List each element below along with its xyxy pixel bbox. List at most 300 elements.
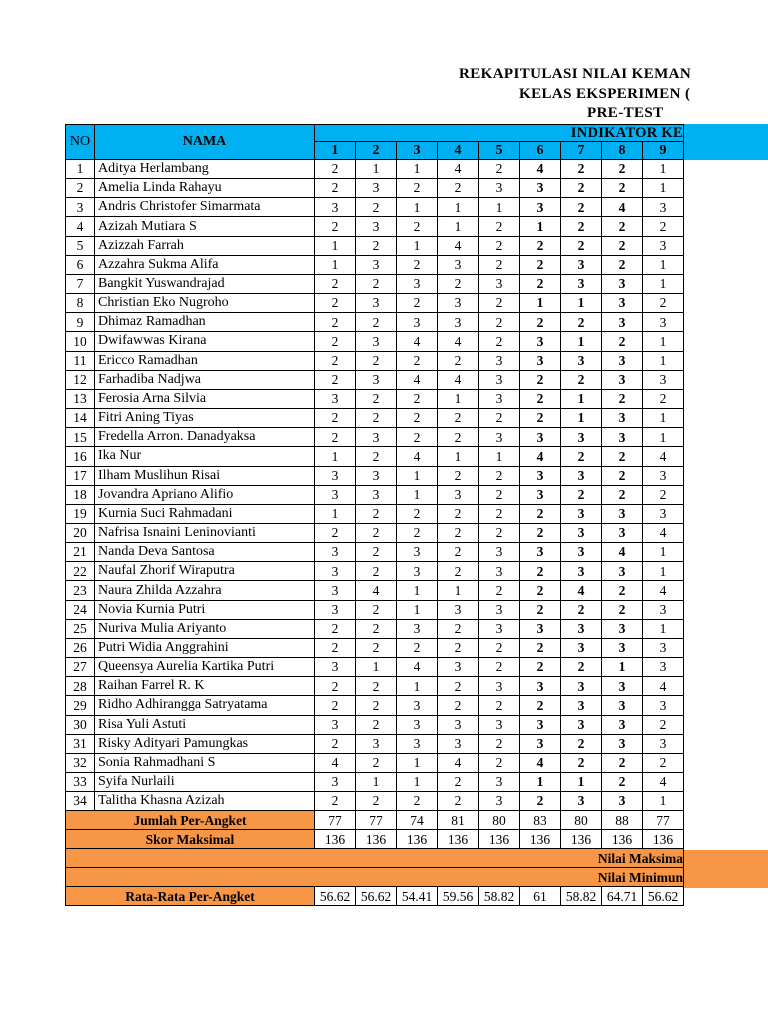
score-cell: 2 bbox=[520, 371, 561, 390]
score-cell: 3 bbox=[520, 620, 561, 639]
score-cell: 1 bbox=[643, 352, 684, 371]
score-cell: 2 bbox=[602, 754, 643, 773]
score-cell: 1 bbox=[479, 198, 520, 217]
score-cell: 3 bbox=[520, 543, 561, 562]
student-name: Andris Christofer Simarmata bbox=[95, 198, 315, 217]
score-cell: 3 bbox=[520, 198, 561, 217]
score-cell: 4 bbox=[397, 332, 438, 351]
score-cell: 2 bbox=[561, 754, 602, 773]
score-cell: 2 bbox=[315, 179, 356, 198]
score-cell: 3 bbox=[315, 198, 356, 217]
header-no: NO bbox=[65, 124, 95, 160]
score-cell: 3 bbox=[602, 352, 643, 371]
score-cell: 3 bbox=[397, 275, 438, 294]
score-cell: 4 bbox=[643, 524, 684, 543]
score-cell: 3 bbox=[315, 658, 356, 677]
jumlah-value: 77 bbox=[315, 811, 356, 830]
score-cell: 2 bbox=[479, 467, 520, 486]
score-cell: 2 bbox=[602, 179, 643, 198]
score-cell: 2 bbox=[561, 601, 602, 620]
student-name: Ika Nur bbox=[95, 447, 315, 466]
score-cell: 2 bbox=[520, 409, 561, 428]
score-cell: 2 bbox=[479, 409, 520, 428]
header-indikator: INDIKATOR KE bbox=[315, 124, 684, 142]
score-cell: 3 bbox=[438, 601, 479, 620]
score-cell: 3 bbox=[602, 409, 643, 428]
score-cell: 2 bbox=[520, 581, 561, 600]
score-cell: 2 bbox=[356, 543, 397, 562]
score-cell: 2 bbox=[397, 409, 438, 428]
score-cell: 3 bbox=[561, 716, 602, 735]
score-cell: 2 bbox=[356, 620, 397, 639]
nilai-min-overflow-fill bbox=[684, 869, 768, 888]
score-cell: 2 bbox=[520, 275, 561, 294]
student-name: Ridho Adhirangga Satryatama bbox=[95, 696, 315, 715]
score-cell: 2 bbox=[602, 773, 643, 792]
score-cell: 1 bbox=[356, 658, 397, 677]
score-cell: 2 bbox=[356, 275, 397, 294]
score-cell: 3 bbox=[397, 543, 438, 562]
score-cell: 2 bbox=[315, 332, 356, 351]
score-cell: 4 bbox=[602, 543, 643, 562]
score-cell: 3 bbox=[602, 371, 643, 390]
score-cell: 2 bbox=[602, 467, 643, 486]
score-cell: 4 bbox=[643, 447, 684, 466]
score-cell: 2 bbox=[602, 601, 643, 620]
score-cell: 2 bbox=[479, 581, 520, 600]
jumlah-value: 74 bbox=[397, 811, 438, 830]
score-cell: 3 bbox=[643, 735, 684, 754]
score-cell: 3 bbox=[315, 486, 356, 505]
score-cell: 2 bbox=[438, 179, 479, 198]
score-cell: 2 bbox=[479, 294, 520, 313]
score-cell: 1 bbox=[643, 428, 684, 447]
score-cell: 2 bbox=[602, 447, 643, 466]
score-cell: 2 bbox=[561, 237, 602, 256]
jumlah-value: 81 bbox=[438, 811, 479, 830]
skor-maksimal-value: 136 bbox=[520, 830, 561, 849]
score-cell: 1 bbox=[356, 773, 397, 792]
score-cell: 2 bbox=[561, 198, 602, 217]
rata-rata-value: 54.41 bbox=[397, 887, 438, 906]
student-name: Syifa Nurlaili bbox=[95, 773, 315, 792]
score-cell: 1 bbox=[397, 486, 438, 505]
score-cell: 1 bbox=[643, 562, 684, 581]
rata-rata-value: 59.56 bbox=[438, 887, 479, 906]
score-cell: 2 bbox=[520, 524, 561, 543]
score-cell: 3 bbox=[561, 792, 602, 811]
score-cell: 1 bbox=[315, 447, 356, 466]
score-cell: 2 bbox=[315, 352, 356, 371]
student-name: Dwifawwas Kirana bbox=[95, 332, 315, 351]
score-cell: 1 bbox=[561, 409, 602, 428]
score-cell: 2 bbox=[520, 390, 561, 409]
score-cell: 1 bbox=[397, 581, 438, 600]
score-cell: 2 bbox=[561, 179, 602, 198]
score-cell: 2 bbox=[397, 505, 438, 524]
student-name: Raihan Farrel R. K bbox=[95, 677, 315, 696]
score-cell: 3 bbox=[438, 313, 479, 332]
student-name: Queensya Aurelia Kartika Putri bbox=[95, 658, 315, 677]
score-cell: 2 bbox=[397, 179, 438, 198]
score-cell: 2 bbox=[520, 792, 561, 811]
score-cell: 2 bbox=[315, 275, 356, 294]
score-cell: 3 bbox=[602, 428, 643, 447]
report-test-subtitle: PRE-TEST bbox=[587, 105, 664, 121]
score-cell: 3 bbox=[643, 696, 684, 715]
row-number: 25 bbox=[65, 620, 95, 639]
score-cell: 2 bbox=[438, 505, 479, 524]
score-cell: 2 bbox=[315, 792, 356, 811]
score-cell: 3 bbox=[397, 313, 438, 332]
score-cell: 2 bbox=[438, 696, 479, 715]
student-name: Fitri Aning Tiyas bbox=[95, 409, 315, 428]
score-cell: 2 bbox=[356, 505, 397, 524]
score-cell: 3 bbox=[561, 505, 602, 524]
row-number: 10 bbox=[65, 332, 95, 351]
score-cell: 4 bbox=[643, 677, 684, 696]
score-cell: 3 bbox=[479, 352, 520, 371]
score-cell: 2 bbox=[643, 486, 684, 505]
score-cell: 3 bbox=[643, 658, 684, 677]
student-name: Putri Widia Anggrahini bbox=[95, 639, 315, 658]
score-cell: 2 bbox=[643, 390, 684, 409]
score-cell: 1 bbox=[397, 773, 438, 792]
rata-rata-label: Rata-Rata Per-Angket bbox=[65, 887, 315, 906]
score-cell: 1 bbox=[397, 160, 438, 179]
skor-maksimal-value: 136 bbox=[315, 830, 356, 849]
score-cell: 2 bbox=[356, 754, 397, 773]
student-name: Jovandra Apriano Alifio bbox=[95, 486, 315, 505]
score-cell: 1 bbox=[438, 447, 479, 466]
rata-rata-value: 64.71 bbox=[602, 887, 643, 906]
row-number: 15 bbox=[65, 428, 95, 447]
score-cell: 2 bbox=[520, 237, 561, 256]
score-cell: 2 bbox=[438, 639, 479, 658]
score-cell: 3 bbox=[438, 716, 479, 735]
score-cell: 3 bbox=[479, 792, 520, 811]
student-name: Kurnia Suci Rahmadani bbox=[95, 505, 315, 524]
score-cell: 2 bbox=[561, 371, 602, 390]
score-cell: 2 bbox=[520, 562, 561, 581]
score-cell: 3 bbox=[643, 467, 684, 486]
score-cell: 2 bbox=[397, 428, 438, 447]
score-cell: 4 bbox=[438, 754, 479, 773]
score-cell: 1 bbox=[479, 447, 520, 466]
score-cell: 2 bbox=[520, 313, 561, 332]
score-cell: 2 bbox=[561, 160, 602, 179]
score-cell: 4 bbox=[520, 160, 561, 179]
score-cell: 2 bbox=[356, 198, 397, 217]
row-number: 3 bbox=[65, 198, 95, 217]
row-number: 17 bbox=[65, 467, 95, 486]
score-cell: 2 bbox=[356, 390, 397, 409]
score-cell: 2 bbox=[438, 428, 479, 447]
score-cell: 3 bbox=[356, 486, 397, 505]
score-cell: 2 bbox=[356, 313, 397, 332]
student-name: Nafrisa Isnaini Leninovianti bbox=[95, 524, 315, 543]
score-cell: 2 bbox=[356, 447, 397, 466]
score-cell: 3 bbox=[561, 562, 602, 581]
skor-maksimal-value: 136 bbox=[561, 830, 602, 849]
score-cell: 3 bbox=[438, 735, 479, 754]
score-cell: 2 bbox=[356, 352, 397, 371]
score-cell: 3 bbox=[315, 716, 356, 735]
jumlah-value: 88 bbox=[602, 811, 643, 830]
student-name: Christian Eko Nugroho bbox=[95, 294, 315, 313]
row-number: 4 bbox=[65, 217, 95, 236]
jumlah-value: 80 bbox=[479, 811, 520, 830]
score-cell: 3 bbox=[561, 543, 602, 562]
score-cell: 2 bbox=[520, 601, 561, 620]
skor-maksimal-label: Skor Maksimal bbox=[65, 830, 315, 849]
rata-rata-value: 56.62 bbox=[315, 887, 356, 906]
row-number: 9 bbox=[65, 313, 95, 332]
header-indikator-6: 6 bbox=[520, 142, 561, 160]
score-cell: 4 bbox=[643, 773, 684, 792]
score-cell: 2 bbox=[602, 237, 643, 256]
score-cell: 2 bbox=[643, 294, 684, 313]
score-cell: 4 bbox=[356, 581, 397, 600]
score-cell: 2 bbox=[315, 677, 356, 696]
score-cell: 1 bbox=[643, 275, 684, 294]
student-name: Azizah Mutiara S bbox=[95, 217, 315, 236]
score-cell: 3 bbox=[397, 562, 438, 581]
score-cell: 3 bbox=[520, 179, 561, 198]
jumlah-value: 83 bbox=[520, 811, 561, 830]
score-cell: 2 bbox=[356, 639, 397, 658]
row-number: 32 bbox=[65, 754, 95, 773]
score-cell: 2 bbox=[602, 390, 643, 409]
score-cell: 2 bbox=[438, 467, 479, 486]
score-cell: 1 bbox=[397, 677, 438, 696]
score-cell: 2 bbox=[356, 524, 397, 543]
score-cell: 3 bbox=[479, 601, 520, 620]
row-number: 20 bbox=[65, 524, 95, 543]
score-cell: 3 bbox=[643, 505, 684, 524]
score-cell: 2 bbox=[397, 390, 438, 409]
rata-rata-value: 58.82 bbox=[479, 887, 520, 906]
score-cell: 2 bbox=[438, 792, 479, 811]
score-cell: 2 bbox=[479, 486, 520, 505]
header-indikator-2: 2 bbox=[356, 142, 397, 160]
row-number: 14 bbox=[65, 409, 95, 428]
row-number: 11 bbox=[65, 352, 95, 371]
nilai-maks-overflow-fill bbox=[684, 850, 768, 869]
student-name: Nuriva Mulia Ariyanto bbox=[95, 620, 315, 639]
score-cell: 2 bbox=[602, 160, 643, 179]
student-name: Naufal Zhorif Wiraputra bbox=[95, 562, 315, 581]
score-cell: 3 bbox=[643, 371, 684, 390]
score-cell: 2 bbox=[561, 735, 602, 754]
score-cell: 1 bbox=[315, 256, 356, 275]
student-name: Bangkit Yuswandrajad bbox=[95, 275, 315, 294]
score-cell: 3 bbox=[561, 428, 602, 447]
score-cell: 3 bbox=[602, 792, 643, 811]
score-cell: 1 bbox=[438, 581, 479, 600]
student-name: Sonia Rahmadhani S bbox=[95, 754, 315, 773]
score-cell: 3 bbox=[520, 716, 561, 735]
header-indikator-9: 9 bbox=[643, 142, 684, 160]
score-cell: 2 bbox=[479, 658, 520, 677]
score-cell: 3 bbox=[479, 428, 520, 447]
score-cell: 2 bbox=[479, 217, 520, 236]
score-cell: 1 bbox=[356, 160, 397, 179]
score-cell: 2 bbox=[602, 486, 643, 505]
score-cell: 3 bbox=[315, 390, 356, 409]
score-cell: 1 bbox=[520, 217, 561, 236]
student-name: Risky Adityari Pamungkas bbox=[95, 735, 315, 754]
score-cell: 2 bbox=[479, 332, 520, 351]
row-number: 2 bbox=[65, 179, 95, 198]
score-cell: 1 bbox=[397, 198, 438, 217]
score-cell: 1 bbox=[561, 332, 602, 351]
score-cell: 3 bbox=[479, 716, 520, 735]
row-number: 23 bbox=[65, 581, 95, 600]
score-cell: 3 bbox=[315, 562, 356, 581]
row-number: 27 bbox=[65, 658, 95, 677]
rata-rata-value: 56.62 bbox=[643, 887, 684, 906]
score-cell: 4 bbox=[643, 581, 684, 600]
score-cell: 3 bbox=[479, 620, 520, 639]
score-cell: 3 bbox=[561, 275, 602, 294]
skor-maksimal-value: 136 bbox=[397, 830, 438, 849]
score-cell: 2 bbox=[643, 217, 684, 236]
student-name: Fredella Arron. Danadyaksa bbox=[95, 428, 315, 447]
score-cell: 1 bbox=[643, 256, 684, 275]
row-number: 34 bbox=[65, 792, 95, 811]
score-cell: 2 bbox=[520, 639, 561, 658]
row-number: 33 bbox=[65, 773, 95, 792]
jumlah-value: 80 bbox=[561, 811, 602, 830]
score-cell: 3 bbox=[520, 735, 561, 754]
score-cell: 2 bbox=[315, 696, 356, 715]
jumlah-label: Jumlah Per-Angket bbox=[65, 811, 315, 830]
score-cell: 2 bbox=[520, 658, 561, 677]
score-cell: 4 bbox=[520, 447, 561, 466]
score-cell: 1 bbox=[643, 179, 684, 198]
score-cell: 1 bbox=[438, 217, 479, 236]
score-cell: 3 bbox=[520, 428, 561, 447]
score-cell: 2 bbox=[397, 524, 438, 543]
score-cell: 3 bbox=[397, 620, 438, 639]
row-number: 26 bbox=[65, 639, 95, 658]
rata-rata-value: 61 bbox=[520, 887, 561, 906]
score-cell: 1 bbox=[397, 754, 438, 773]
score-cell: 2 bbox=[356, 601, 397, 620]
header-indikator-3: 3 bbox=[397, 142, 438, 160]
header-indikator-4: 4 bbox=[438, 142, 479, 160]
score-cell: 2 bbox=[397, 294, 438, 313]
rata-rata-value: 56.62 bbox=[356, 887, 397, 906]
row-number: 1 bbox=[65, 160, 95, 179]
score-cell: 4 bbox=[438, 371, 479, 390]
score-cell: 2 bbox=[397, 256, 438, 275]
score-cell: 1 bbox=[643, 409, 684, 428]
score-cell: 2 bbox=[438, 620, 479, 639]
score-cell: 2 bbox=[397, 217, 438, 236]
score-cell: 3 bbox=[356, 371, 397, 390]
score-cell: 3 bbox=[561, 467, 602, 486]
score-cell: 3 bbox=[356, 428, 397, 447]
skor-maksimal-value: 136 bbox=[356, 830, 397, 849]
score-cell: 3 bbox=[561, 256, 602, 275]
score-cell: 4 bbox=[438, 332, 479, 351]
score-cell: 1 bbox=[438, 390, 479, 409]
student-name: Ericco Ramadhan bbox=[95, 352, 315, 371]
jumlah-value: 77 bbox=[643, 811, 684, 830]
score-cell: 3 bbox=[602, 313, 643, 332]
score-table bbox=[65, 124, 684, 906]
row-number: 29 bbox=[65, 696, 95, 715]
student-name: Dhimaz Ramadhan bbox=[95, 313, 315, 332]
score-cell: 3 bbox=[356, 332, 397, 351]
score-cell: 3 bbox=[602, 677, 643, 696]
score-cell: 2 bbox=[479, 696, 520, 715]
score-cell: 3 bbox=[602, 735, 643, 754]
score-cell: 1 bbox=[643, 332, 684, 351]
score-cell: 3 bbox=[315, 581, 356, 600]
score-cell: 1 bbox=[397, 237, 438, 256]
score-cell: 4 bbox=[438, 237, 479, 256]
score-cell: 2 bbox=[602, 256, 643, 275]
score-cell: 2 bbox=[479, 256, 520, 275]
score-cell: 2 bbox=[438, 409, 479, 428]
score-cell: 2 bbox=[315, 428, 356, 447]
score-cell: 2 bbox=[479, 160, 520, 179]
score-cell: 3 bbox=[643, 639, 684, 658]
score-cell: 2 bbox=[315, 409, 356, 428]
score-cell: 2 bbox=[315, 160, 356, 179]
score-cell: 3 bbox=[479, 562, 520, 581]
score-cell: 2 bbox=[315, 735, 356, 754]
score-cell: 3 bbox=[356, 294, 397, 313]
header-nama: NAMA bbox=[95, 124, 315, 160]
skor-maksimal-value: 136 bbox=[643, 830, 684, 849]
score-cell: 3 bbox=[643, 313, 684, 332]
row-number: 6 bbox=[65, 256, 95, 275]
student-name: Farhadiba Nadjwa bbox=[95, 371, 315, 390]
row-number: 5 bbox=[65, 237, 95, 256]
header-indikator-7: 7 bbox=[561, 142, 602, 160]
score-cell: 3 bbox=[397, 696, 438, 715]
header-indikator-8: 8 bbox=[602, 142, 643, 160]
score-cell: 3 bbox=[561, 620, 602, 639]
student-name: Amelia Linda Rahayu bbox=[95, 179, 315, 198]
score-cell: 3 bbox=[520, 332, 561, 351]
student-name: Aditya Herlambang bbox=[95, 160, 315, 179]
score-cell: 2 bbox=[479, 313, 520, 332]
student-name: Naura Zhilda Azzahra bbox=[95, 581, 315, 600]
score-cell: 2 bbox=[397, 639, 438, 658]
score-cell: 1 bbox=[643, 543, 684, 562]
score-cell: 2 bbox=[438, 352, 479, 371]
score-cell: 3 bbox=[479, 543, 520, 562]
score-cell: 2 bbox=[479, 754, 520, 773]
score-cell: 1 bbox=[561, 390, 602, 409]
score-cell: 1 bbox=[315, 505, 356, 524]
score-cell: 2 bbox=[315, 639, 356, 658]
score-cell: 3 bbox=[602, 505, 643, 524]
score-cell: 1 bbox=[643, 620, 684, 639]
score-cell: 2 bbox=[602, 581, 643, 600]
score-cell: 2 bbox=[479, 237, 520, 256]
score-cell: 2 bbox=[479, 735, 520, 754]
score-cell: 2 bbox=[602, 332, 643, 351]
score-cell: 2 bbox=[561, 313, 602, 332]
row-number: 19 bbox=[65, 505, 95, 524]
score-cell: 1 bbox=[520, 294, 561, 313]
